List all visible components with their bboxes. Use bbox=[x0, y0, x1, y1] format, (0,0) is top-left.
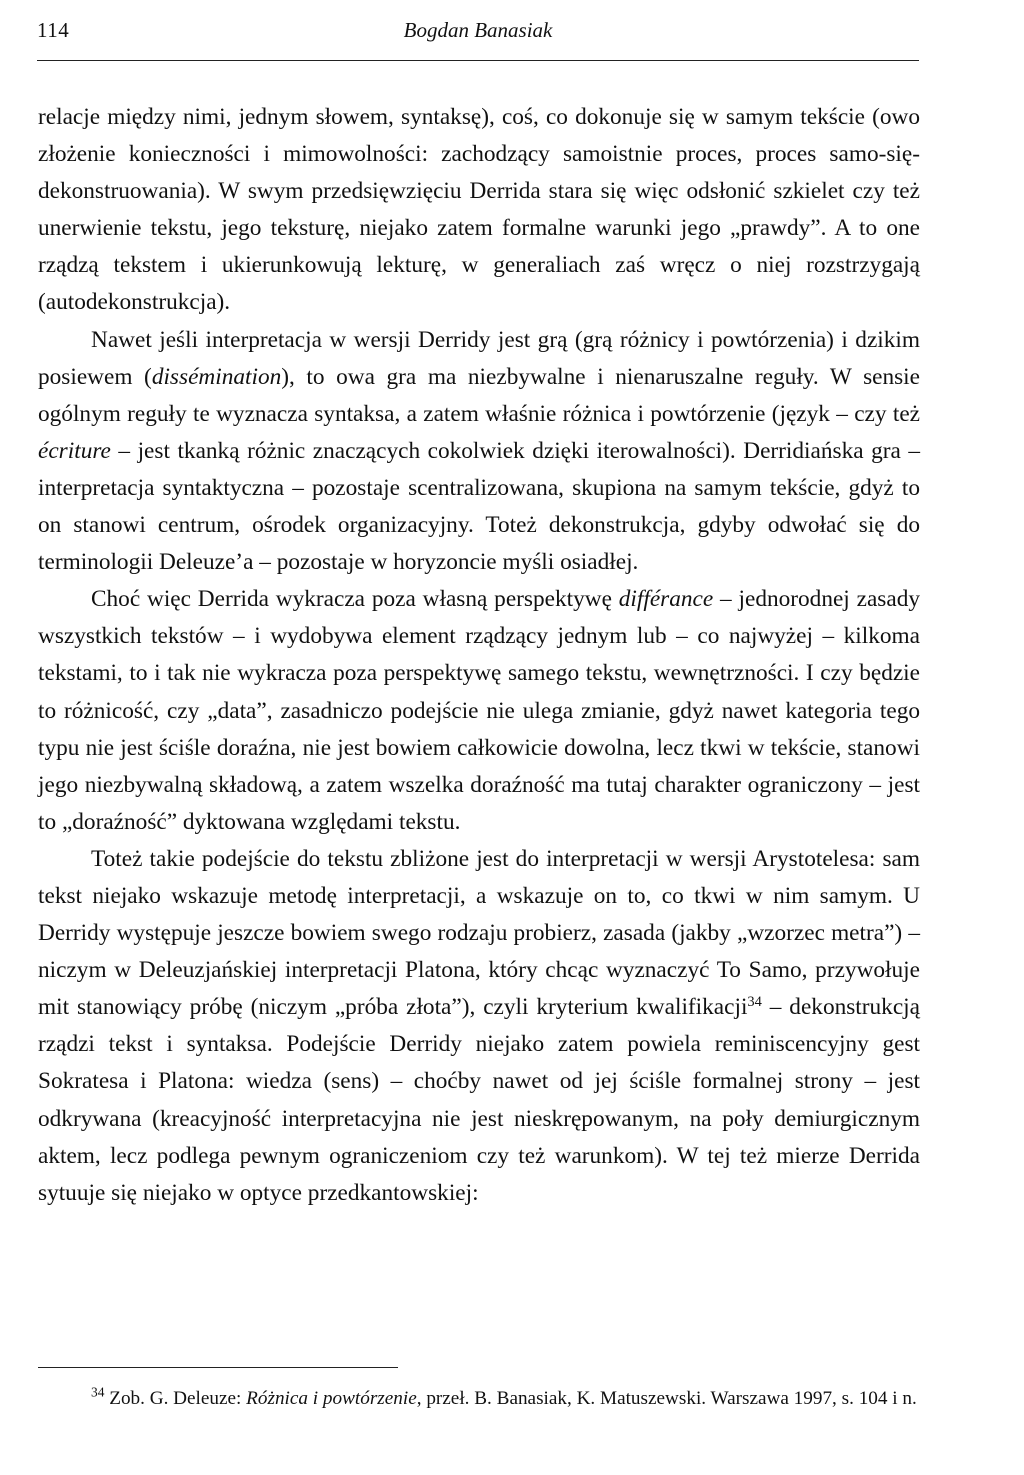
footnote-text bbox=[104, 1388, 916, 1409]
paragraph-3 bbox=[38, 581, 920, 841]
paragraph-italic-term: différance bbox=[618, 586, 714, 613]
footnote-34 bbox=[38, 1384, 920, 1414]
page-number: 114 bbox=[37, 18, 70, 42]
footnote bbox=[38, 1384, 920, 1414]
page-header bbox=[37, 18, 919, 52]
paragraph-text-run: Choć więc Derrida wykracza poza własną perspektywę bbox=[91, 586, 619, 613]
paragraph-text-run: – dekonstrukcją rządzi tekst i syntaksa. Podejście Derridy niejako zatem powiela reminiscencyjny gest Sokratesa i Platona: wiedza (sens) – choćby nawet od jej ściśle formalnej strony – jest odkrywana (kreacyjność interpretacyjna nie jest nieskrępowanym, na poły demiurgicznym aktem, lecz podlega pewnym ograniczeniom czy też warunkom). W tej też mierze Derrida sytuuje się niejako w optyce przedkantowskiej: bbox=[38, 994, 920, 1206]
header-rule bbox=[37, 60, 919, 61]
paragraph-italic-term: dissémination bbox=[151, 363, 282, 390]
footnote-italic-term: Różnica i powtórzenie bbox=[246, 1388, 417, 1409]
footnote-marker: 34 bbox=[91, 1384, 105, 1400]
footnote-text-run: Zob. G. Deleuze: bbox=[104, 1388, 247, 1409]
paragraph-text-run: Toteż takie podejście do tekstu zbliżone jest do interpretacji w wersji Arystotelesa: sam tekst niejako wskazuje metodę interpretacji, a wskazuje on to, co tkwi w nim samym. U Derridy występuje jeszcze bowiem swego rodzaju probierz, zasada (jakby „wzorzec metra”) – niczym w Deleuzjańskiej interpretacji Platona, który chcąc wyznaczyć To Samo, przywołuje mit stanowiący próbę (niczym „próba złota”), czyli kryterium kwalifikacji bbox=[38, 845, 920, 1021]
footnote-text-run: , przeł. B. Banasiak, K. Matuszewski. Warszawa 1997, s. 104 i n. bbox=[416, 1388, 917, 1409]
paragraph-1: relacje między nimi, jednym słowem, syntaksę), coś, co dokonuje się w samym tekście (owo złożenie konieczności i mimowolności: zachodzący samoistnie proces, proces samo-się-dekonstruowania). W swym przedsięwzięciu Derrida stara się więc odsłonić szkielet czy też unerwienie tekstu, jego teksturę, niejako zatem formalne warunki jego „prawdy”. A to one rządzą tekstem i ukierunkowują lekturę, w generaliach zaś wręcz o niej rozstrzygają (autodekonstrukcja). bbox=[38, 104, 920, 316]
paragraph-text-run: – jest tkanką różnic znaczących cokolwiek dzięki iterowalności). Derridiańska gra – interpretacja syntaktyczna – pozostaje scentralizowana, skupiona na samym tekście, gdyż to on stanowi centrum, ośrodek organizacyjny. Toteż dekonstrukcja, gdyby odwołać się do terminologii Deleuze’a – pozostaje w horyzoncie myśli osiadłej. bbox=[38, 437, 920, 576]
paragraph-text-run: – jednorodnej zasady wszystkich tekstów – i wydobywa element rządzący jednym lub – co najwyżej – kilkoma tekstami, to i tak nie wykracza poza perspektywę samego tekstu, wewnętrzności. I czy będzie to różnicość, czy „data”, zasadniczo podejście nie ulega zmianie, gdyż nawet kategoria tego typu nie jest ściśle doraźna, nie jest bowiem całkowicie dowolna, lecz tkwi w tekście, stanowi jego niezbywalną składową, a zatem wszelka doraźność ma tutaj charakter ograniczony – jest to „doraźność” dyktowana względami tekstu. bbox=[38, 586, 920, 835]
paragraph-4 bbox=[38, 841, 920, 1212]
body-text bbox=[38, 99, 920, 1212]
paragraph-italic-term: écriture bbox=[38, 437, 111, 464]
footnote-reference: 34 bbox=[747, 994, 762, 1011]
footnote-rule bbox=[38, 1367, 398, 1368]
running-head-author: Bogdan Banasiak bbox=[403, 18, 553, 42]
paragraph-2 bbox=[38, 322, 920, 582]
paragraph-text-run: ), to owa gra ma niezbywalne i nienaruszalne reguły. W sensie ogólnym reguły te wyznacza syntaksa, a zatem właśnie różnica i powtórzenie (język – czy też bbox=[38, 363, 920, 427]
paragraph-text-run: Nawet jeśli interpretacja w wersji Derridy jest grą (grą różnicy i powtórzenia) i dzikim posiewem ( bbox=[38, 326, 920, 390]
